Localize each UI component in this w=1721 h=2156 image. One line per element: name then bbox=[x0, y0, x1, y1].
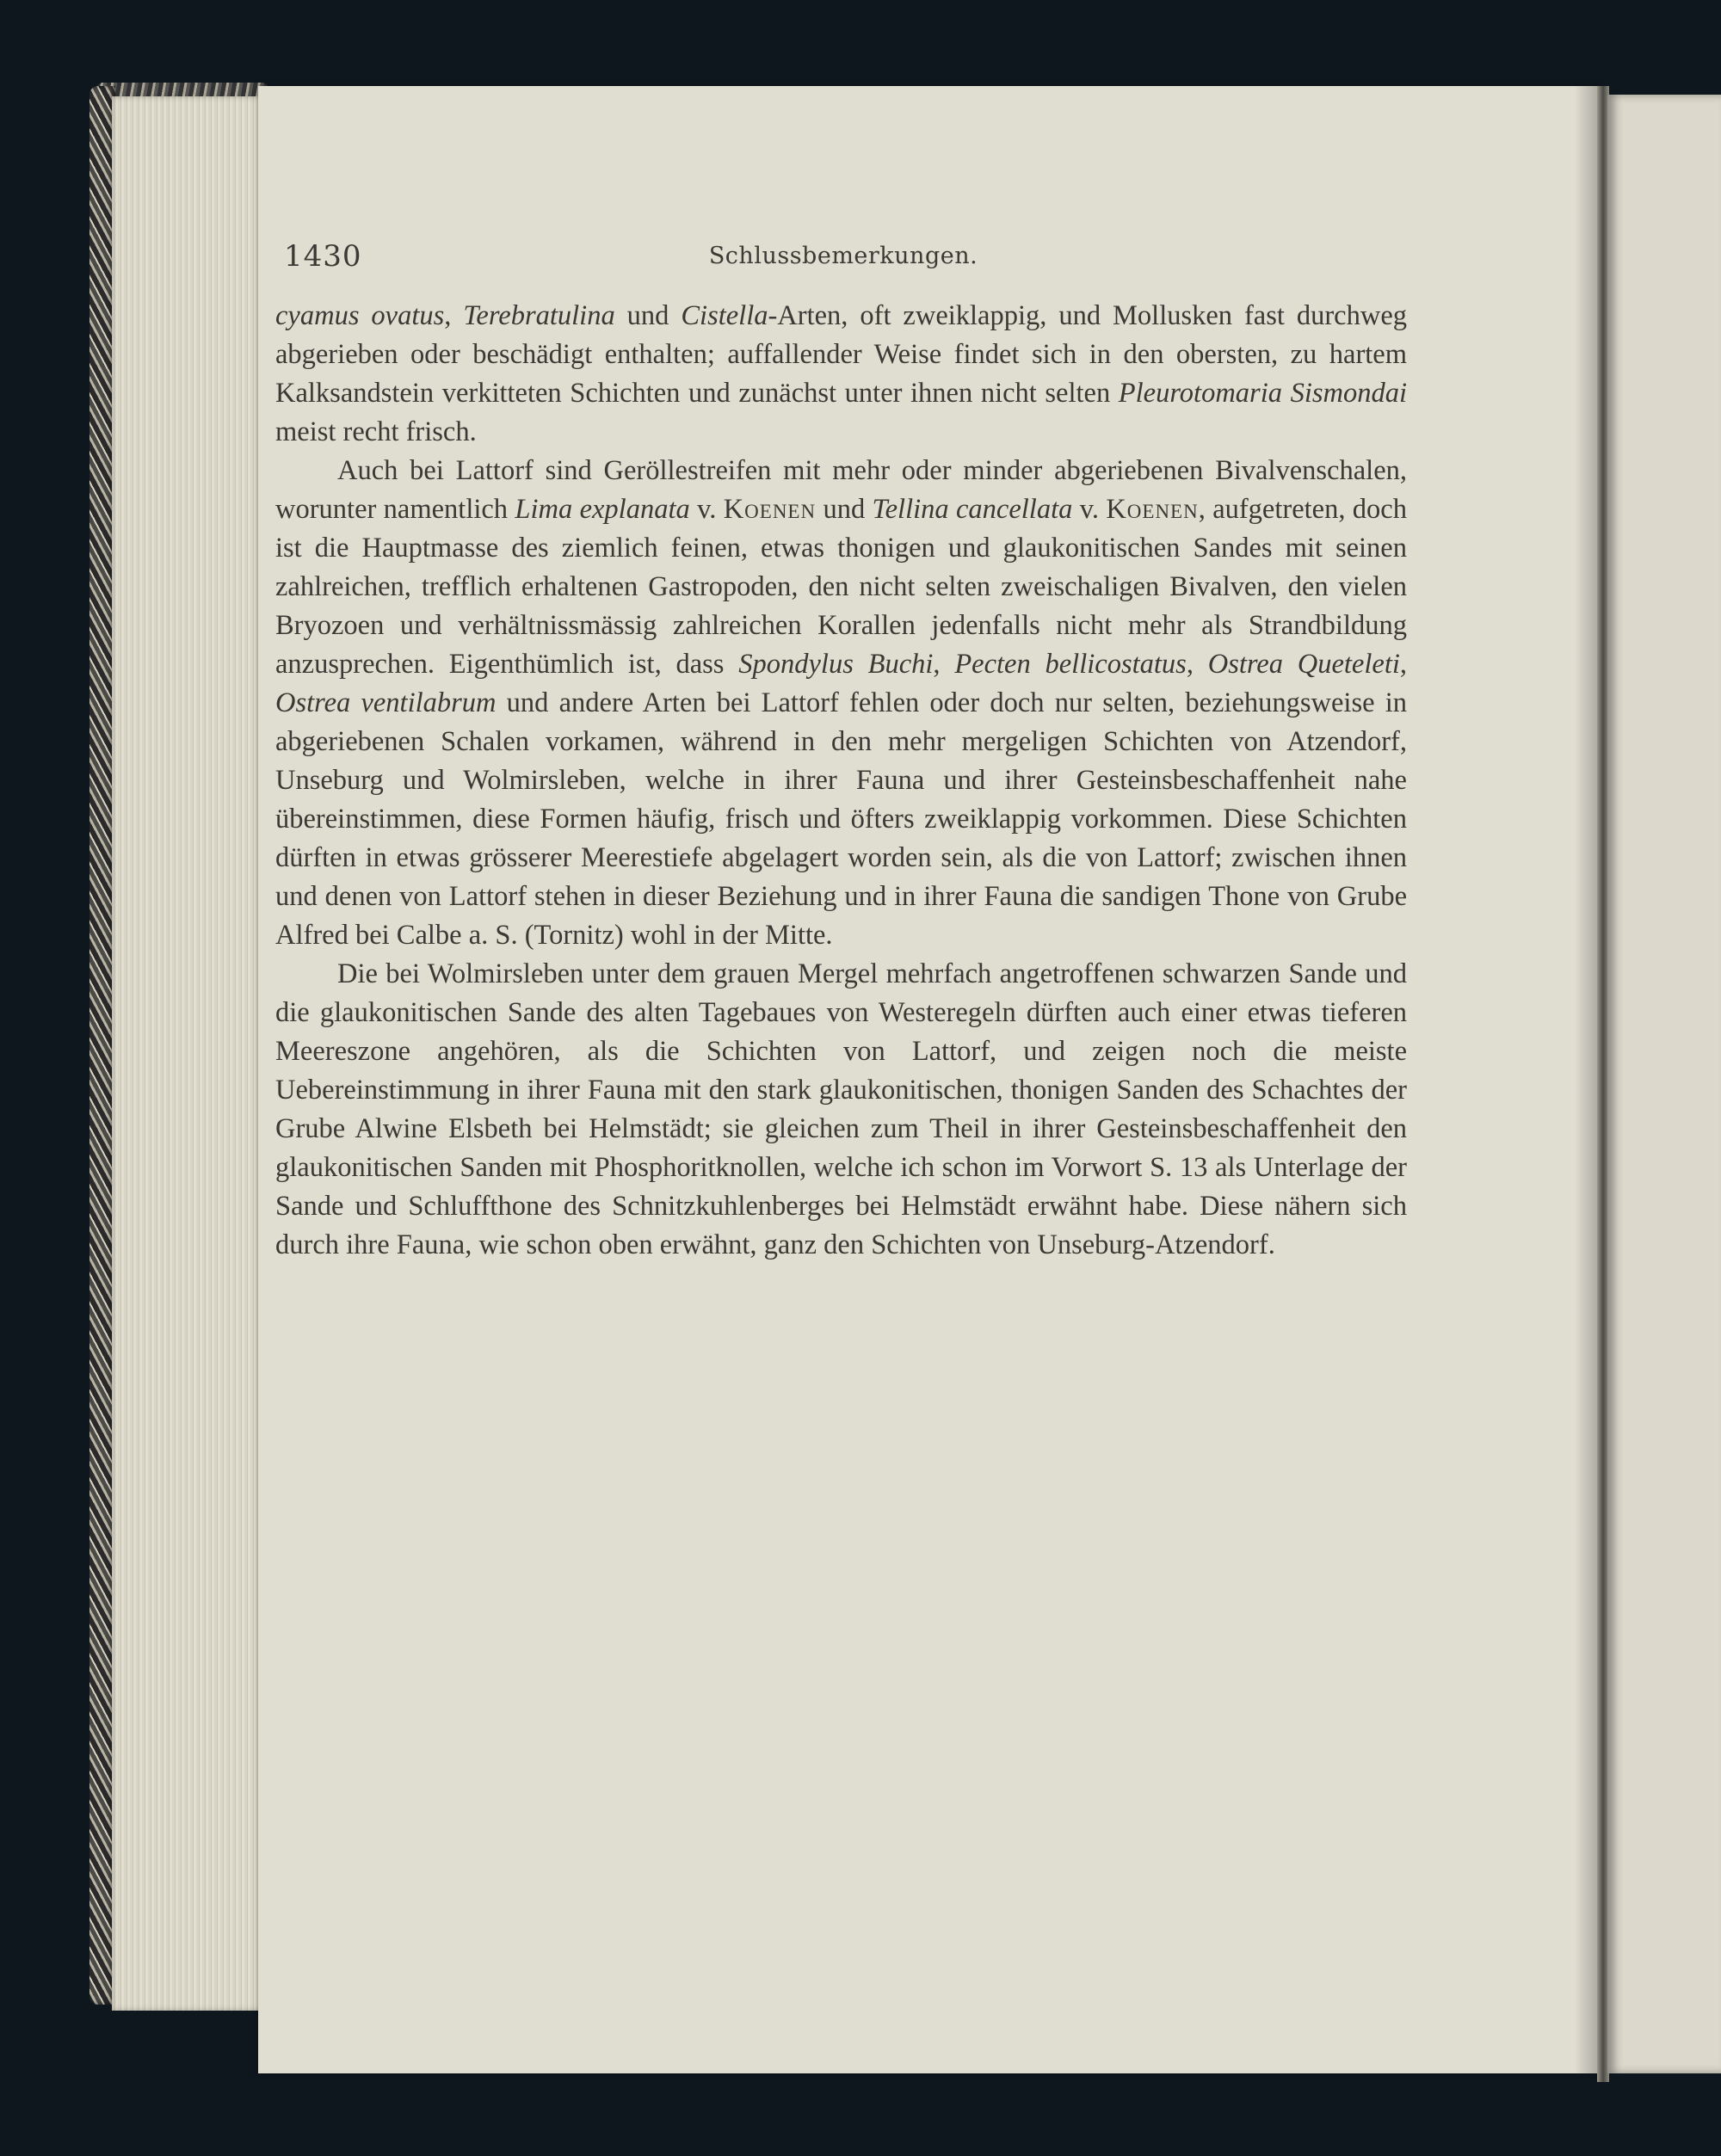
author-name: Koenen bbox=[1106, 494, 1199, 525]
text-run: , bbox=[1399, 649, 1407, 680]
taxon-name: cyamus ovatus bbox=[275, 300, 445, 331]
text-run: und andere Arten bei Lattorf fehlen oder doch nur selten, beziehungsweise in abgeriebenen Schalen vorkamen, während in den mehr mergeligen Schichten von Atzendorf, Unseburg und Wolmirsleben, welche in ihrer Fauna und ihrer Gesteinsbeschaffenheit nahe übereinstimmen, diese Formen häufig, frisch und öfters zweiklappig vorkommen. Diese Schichten dürften in etwas grösserer Meerestiefe abgelagert worden sein, als die von Lattorf; zwischen ihnen und denen von Lattorf stehen in dieser Beziehung und in ihrer Fauna die sandigen Thone von Grube Alfred bei Calbe a. S. (Tornitz) wohl in der Mitte. bbox=[275, 687, 1407, 951]
text-run: meist recht frisch. bbox=[275, 416, 477, 447]
text-run: und bbox=[614, 300, 682, 331]
page-edges bbox=[112, 96, 262, 2011]
text-run: , bbox=[1186, 649, 1208, 680]
text-run: Auch bei Lattorf sind Geröllestreifen mit mehr oder minder abgeriebenen Bivalvenschalen, worunter namentlich bbox=[275, 455, 1407, 525]
body-text bbox=[275, 297, 1407, 1265]
text-run: v. bbox=[689, 494, 724, 525]
paragraph bbox=[275, 955, 1407, 1265]
taxon-name: Pecten bellicostatus bbox=[954, 649, 1187, 680]
text-run: und bbox=[816, 494, 873, 525]
text-run: , aufgetreten, doch ist die Hauptmasse des ziemlich feinen, etwas thonigen und glaukonitischen Sandes mit seinen zahlreichen, trefflich erhaltenen Gastropoden, den nicht selten zweischaligen Bivalven, den vielen Bryozoen und verhältnissmässig zahlreichen Korallen jedenfalls nicht mehr als Strandbildung anzusprechen. Eigenthümlich ist, dass bbox=[275, 494, 1407, 680]
taxon-name: Pleurotomaria Sismondai bbox=[1118, 378, 1407, 409]
text-run: , bbox=[444, 300, 464, 331]
taxon-name: Lima explanata bbox=[515, 494, 690, 525]
paragraph bbox=[275, 452, 1407, 955]
page-number: 1430 bbox=[284, 239, 362, 274]
taxon-name: Terebratulina bbox=[463, 300, 615, 331]
taxon-name: Ostrea Queteleti bbox=[1207, 649, 1400, 680]
facing-page bbox=[1607, 95, 1721, 2073]
text-run: , bbox=[933, 649, 955, 680]
author-name: Koenen bbox=[723, 494, 817, 525]
taxon-name: Ostrea ventilabrum bbox=[275, 687, 497, 718]
paragraph bbox=[275, 297, 1407, 452]
running-head: Schlussbemerkungen. bbox=[708, 243, 978, 269]
text-run: v. bbox=[1072, 494, 1107, 525]
text-run: -Arten, oft zweiklappig, und Mollusken fast durchweg abgerieben oder beschädigt enthalten; auffallender Weise findet sich in den obersten, zu hartem Kalksandstein verkitteten Schichten und zunächst unter ihnen nicht selten bbox=[275, 300, 1408, 409]
text-run: Die bei Wolmirsleben unter dem grauen Mergel mehrfach angetroffenen schwarzen Sande und die glaukonitischen Sande des alten Tagebaues von Westeregeln dürften auch einer etwas tieferen Meereszone angehören, als die Schichten von Lattorf, und zeigen noch die meiste Uebereinstimmung in ihrer Fauna mit den stark glaukonitischen, thonigen Sanden des Schachtes der Grube Alwine Elsbeth bei Helmstädt; sie gleichen zum Theil in ihrer Gesteinsbeschaffenheit den glaukonitischen Sanden mit Phosphoritknollen, welche ich schon im Vorwort S. 13 als Unterlage der Sande und Schluffthone des Schnitzkuhlenberges bei Helmstädt erwähnt habe. Diese nähern sich durch ihre Fauna, wie schon oben erwähnt, ganz den Schichten von Unseburg-Atzendorf. bbox=[275, 958, 1407, 1260]
taxon-name: Tellina cancellata bbox=[872, 494, 1073, 525]
taxon-name: Spondylus Buchi bbox=[738, 649, 934, 680]
taxon-name: Cistella bbox=[681, 300, 768, 331]
page-header bbox=[284, 239, 1403, 291]
marbled-cover-top bbox=[96, 83, 268, 96]
